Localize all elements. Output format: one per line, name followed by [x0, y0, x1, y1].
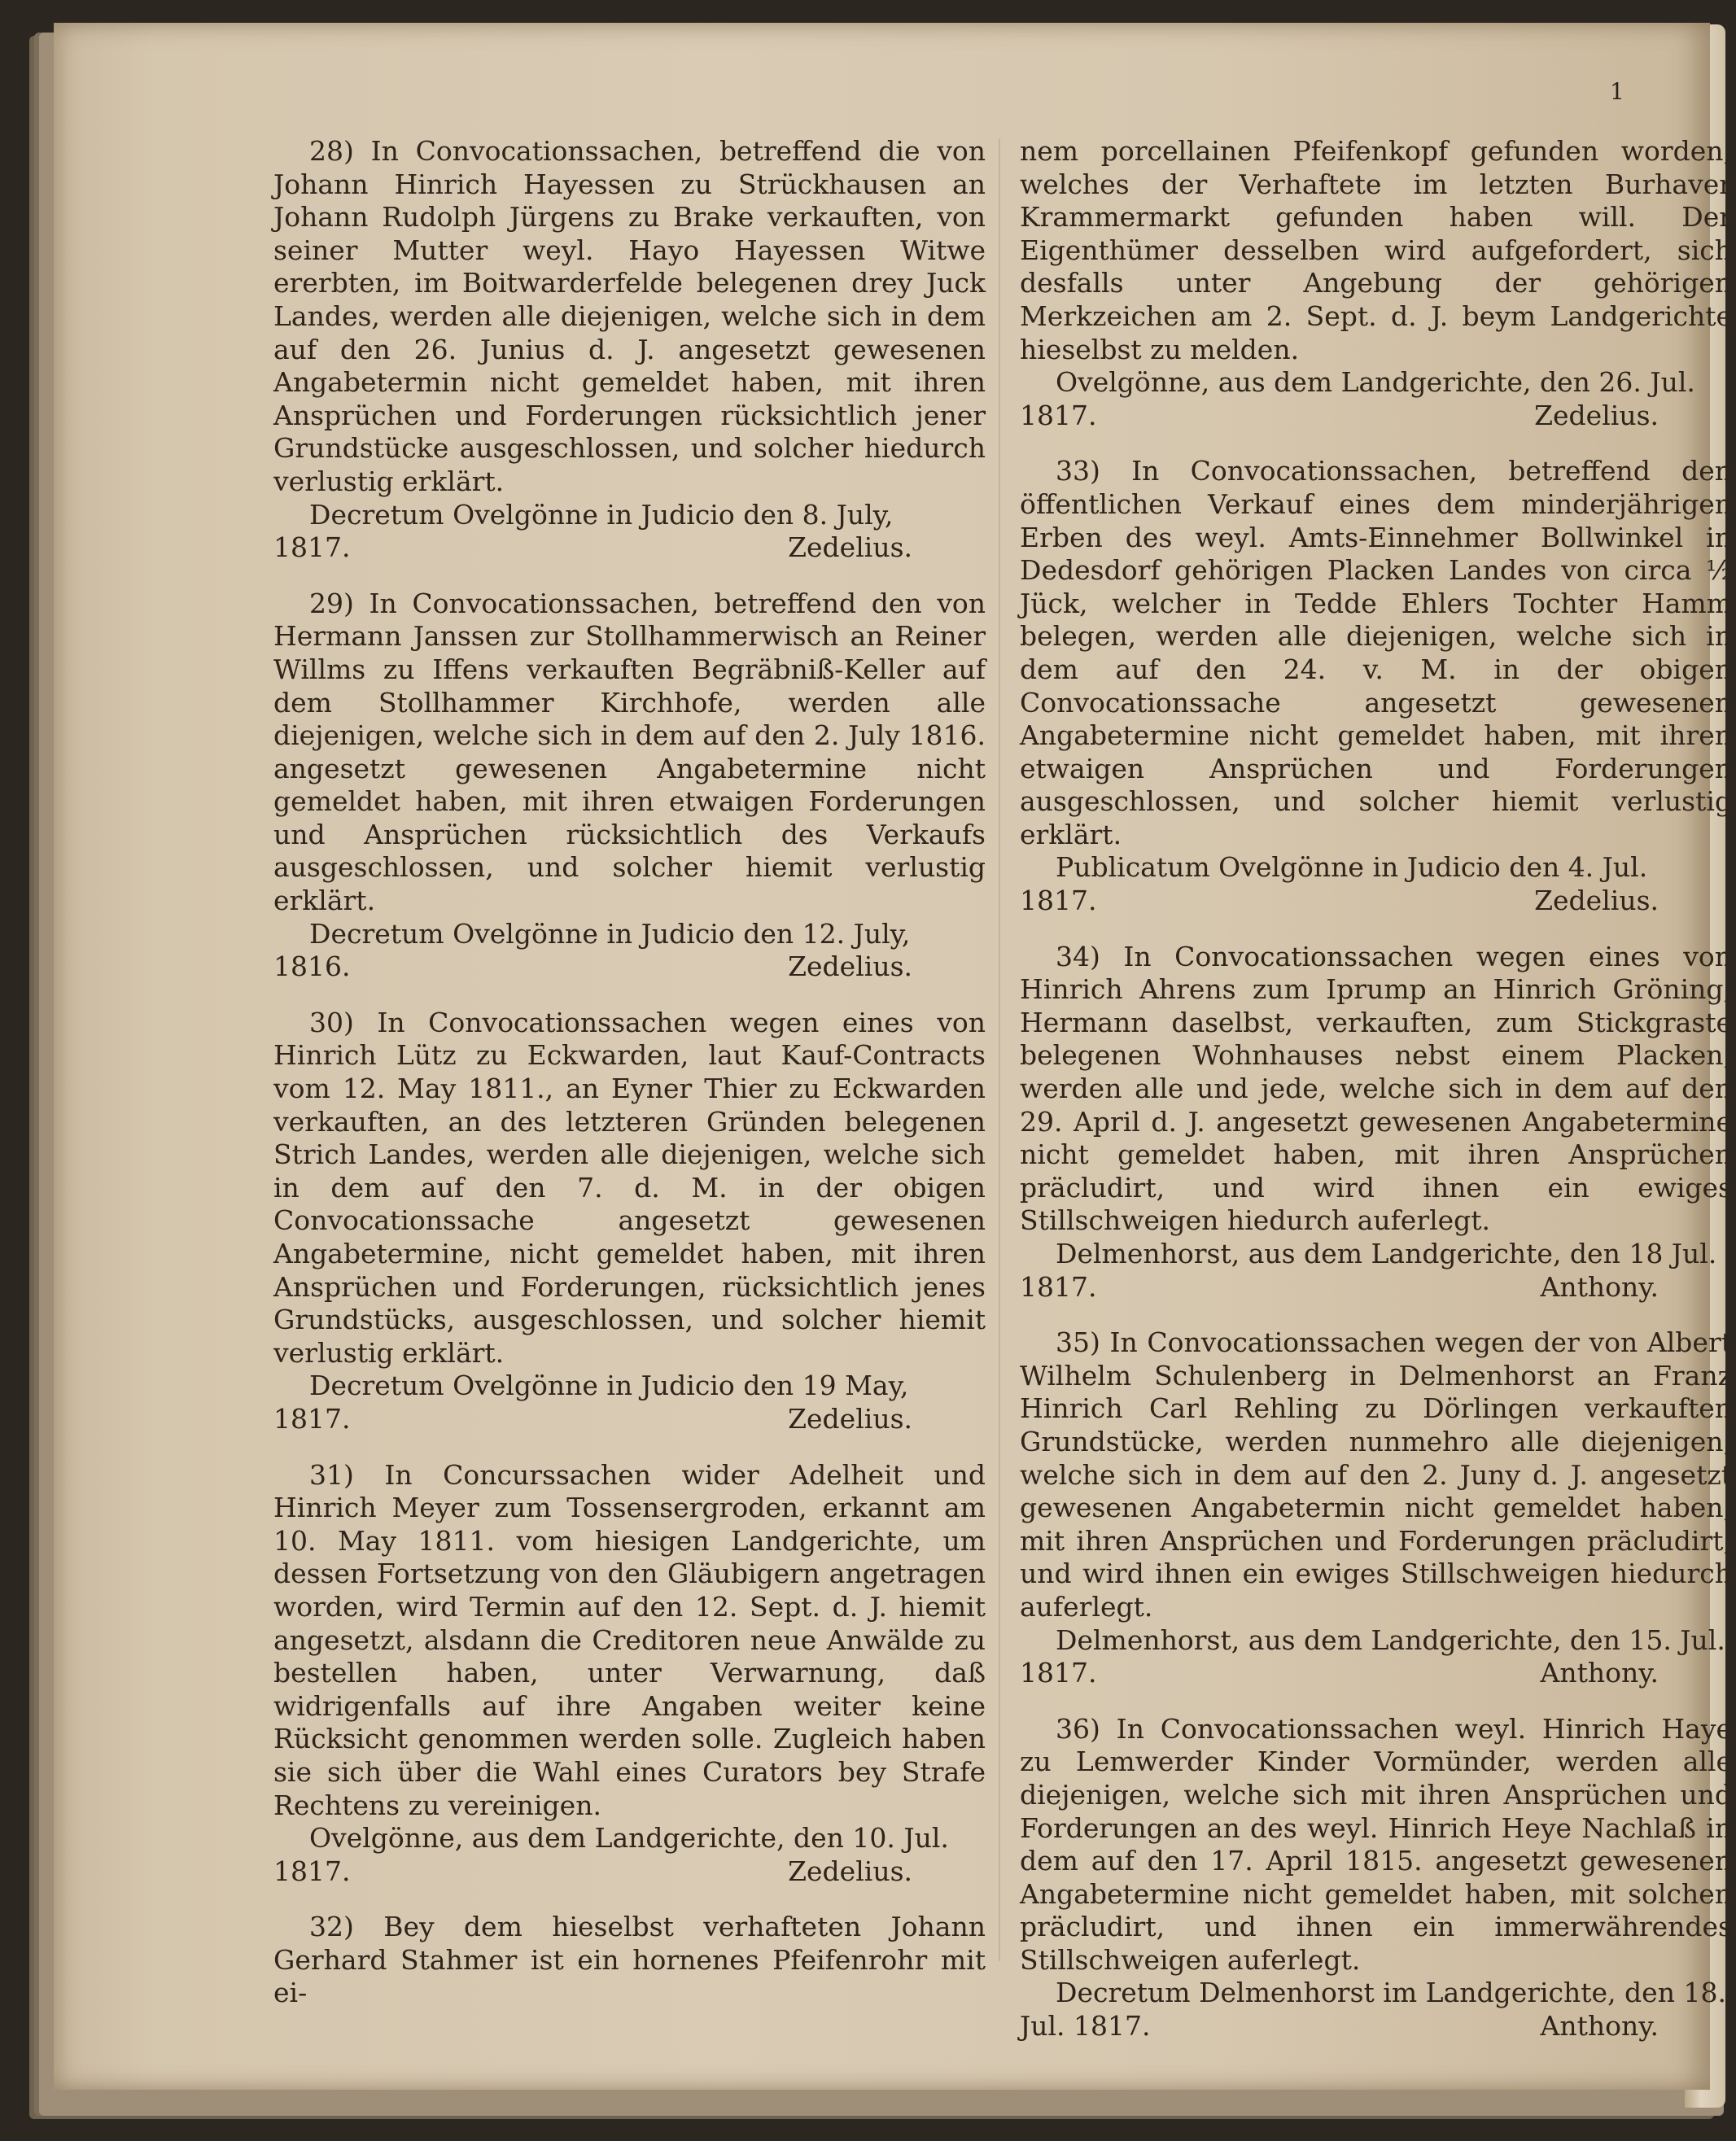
notice-text: nem porcellainen Pfeifenkopf gefunden worden, welches der Verhaftete im letzten Burhaver Krammermarkt gefunden haben will. Der Eigenthümer desselben wird aufgefordert, sich desfalls unter Angebung der gehörigen Merkzeichen am 2. Sept. d. J. beym Landgerichte hieselbst zu melden. — [1020, 135, 1732, 365]
notice-signature: Anthony. — [1540, 1657, 1659, 1689]
notice-entry — [273, 135, 986, 565]
notice-text: 31) In Concurssachen wider Adelheit und Hinrich Meyer zum Tossensergroden, erkannt am 10. May 1811. vom hiesigen Landgerichte, um dessen Fortsetzung von den Gläubigern angetragen worden, wird Termin auf den 12. Sept. d. J. hiemit angesetzt, alsdann die Creditoren neue Anwälde zu bestellen haben, unter Verwarnung, daß widrigenfalls auf ihre Angaben weiter keine Rücksicht genommen werden solle. Zugleich haben sie sich über die Wahl eines Curators bey Strafe Rechtens zu vereinigen. — [273, 1458, 986, 1821]
notice-signature-row — [1020, 885, 1732, 918]
notice-entry — [273, 1007, 986, 1436]
notice-entry — [1020, 941, 1732, 1304]
notice-text: 29) In Convocationssachen, betreffend den von Hermann Janssen zur Stollhammerwisch an Reiner Willms zu Iffens verkauften Begräbniß-Keller auf dem Stollhammer Kirchhofe, werden alle diejenigen, welche sich in dem auf den 2. July 1816. angesetzt gewesenen Angabetermine nicht gemeldet haben, mit ihren etwaigen Forderungen und Ansprüchen rücksichtlich des Verkaufs ausgeschlossen, und solcher hiemit verlustig erklärt. — [273, 587, 986, 917]
notice-signature-row — [273, 1403, 986, 1436]
notice-year: 1817. — [1020, 1657, 1097, 1689]
notice-entry — [273, 588, 986, 984]
notice-signature: Zedelius. — [1534, 885, 1659, 917]
notice-entry — [273, 1911, 986, 2010]
notice-dateline: Publicatum Ovelgönne in Judicio den 4. Jul. — [1056, 851, 1648, 884]
notice-signature: Zedelius. — [788, 950, 912, 983]
notice-entry — [1020, 455, 1732, 917]
notice-signature-row — [1020, 2010, 1732, 2043]
notice-text: 28) In Convocationssachen, betreffend die von Johann Hinrich Hayessen zu Strückhausen an Johann Rudolph Jürgens zu Brake verkauften, von seiner Mutter weyl. Hayo Hayessen Witwe ererbten, im Boitwarderfelde belegenen drey Juck Landes, werden alle diejenigen, welche sich in dem auf den 26. Junius d. J. angesetzt gewesenen Angabetermin nicht gemeldet haben, mit ihren Ansprüchen und Forderungen rücksichtlich jener Grundstücke ausgeschlossen, und solcher hiedurch verlustig erklärt. — [273, 135, 986, 497]
notice-year: 1817. — [1020, 399, 1097, 431]
notice-year: 1817. — [273, 531, 351, 564]
left-column — [273, 135, 986, 2033]
notice-entry — [273, 1459, 986, 1889]
notice-text: 33) In Convocationssachen, betreffend den öffentlichen Verkauf eines dem minderjährigen Erben des weyl. Amts-Einnehmer Bollwinkel in Dedesdorf gehörigen Placken Landes von circa ½ Jück, welcher in Tedde Ehlers Tochter Hamm belegen, werden alle diejenigen, welche sich in dem auf den 24. v. M. in der obigen Convocationssache angesetzt gewesenen Angabetermine nicht gemeldet haben, mit ihren etwaigen Ansprüchen und Forderungen ausgeschlossen, und solcher hiemit verlustig erklärt. — [1020, 455, 1732, 850]
notice-year: 1817. — [1020, 1270, 1097, 1303]
notice-year: 1817. — [273, 1855, 351, 1887]
notice-dateline: Decretum Delmenhorst im Landgerichte, den 18. — [1056, 1977, 1726, 2009]
notice-dateline: Delmenhorst, aus dem Landgerichte, den 15. Jul. — [1056, 1623, 1725, 1656]
notice-dateline: Delmenhorst, aus dem Landgerichte, den 18 Jul. — [1056, 1238, 1717, 1269]
notice-signature: Zedelius. — [788, 531, 912, 564]
notice-dateline: Ovelgönne, aus dem Landgerichte, den 10. Jul. — [309, 1822, 949, 1855]
notice-dateline: Decretum Ovelgönne in Judicio den 8. July, — [309, 498, 894, 531]
notice-dateline: Decretum Ovelgönne in Judicio den 19 May, — [309, 1370, 909, 1402]
notice-dateline: Decretum Ovelgönne in Judicio den 12. July, — [309, 917, 911, 950]
column-divider — [999, 138, 1000, 1961]
notice-signature-row — [273, 1855, 986, 1889]
notice-signature-row — [1020, 400, 1732, 433]
notice-signature: Zedelius. — [788, 1402, 912, 1435]
notice-signature: Anthony. — [1540, 2010, 1659, 2043]
notice-signature: Zedelius. — [1534, 399, 1659, 431]
notice-signature-row — [1020, 1657, 1732, 1690]
notice-text: 36) In Convocationssachen weyl. Hinrich Haye zu Lemwerder Kinder Vormünder, werden alle diejenigen, welche sich mit ihren Ansprüchen und Forderungen an des weyl. Hinrich Heye Nachlaß in dem auf den 17. April 1815. angesetzt gewesenen Angabetermine nicht gemeldet haben, mit solchen präcludirt, und ihnen ein immerwährendes Stillschweigen auferlegt. — [1020, 1712, 1732, 1976]
page-number: 1 — [1610, 78, 1624, 105]
notice-signature: Anthony. — [1540, 1270, 1659, 1303]
notice-text: 32) Bey dem hieselbst verhafteten Johann Gerhard Stahmer ist ein hornenes Pfeifenrohr mit ei- — [273, 1911, 986, 2009]
notice-text: 35) In Convocationssachen wegen der von Albert Wilhelm Schulenberg in Delmenhorst an Franz Hinrich Carl Rehling zu Dörlingen verkauften Grundstücke, werden nunmehro alle diejenigen, welche sich in dem auf den 2. Juny d. J. angesetzt gewesenen Angabetermin nicht gemeldet haben, mit ihren Ansprüchen und Forderungen präcludirt, und wird ihnen ein ewiges Stillschweigen hiedurch auferlegt. — [1020, 1326, 1732, 1623]
notice-year: 1817. — [273, 1402, 351, 1435]
notice-signature-row — [1020, 1271, 1732, 1304]
notice-dateline: Ovelgönne, aus dem Landgerichte, den 26. Jul. — [1056, 366, 1695, 399]
notice-text: 34) In Convocationssachen wegen eines von Hinrich Ahrens zum Iprump an Hinrich Gröning, Hermann daselbst, verkauften, zum Stickgraste belegenen Wohnhauses nebst einem Placken, werden alle und jede, welche sich in dem auf den 29. April d. J. angesetzt gewesenen Angabetermine nicht gemeldet haben, mit ihren Ansprüchen präcludirt, und wird ihnen ein ewiges Stillschweigen hiedurch auferlegt. — [1020, 940, 1732, 1237]
notice-signature-row — [273, 531, 986, 565]
notice-year: 1817. — [1020, 885, 1097, 917]
notice-entry — [1020, 135, 1732, 432]
notice-signature: Zedelius. — [788, 1855, 912, 1887]
notice-year: 1816. — [273, 950, 351, 983]
notice-entry — [1020, 1713, 1732, 2043]
notice-entry — [1020, 1326, 1732, 1690]
notice-text: 30) In Convocationssachen wegen eines von Hinrich Lütz zu Eckwarden, laut Kauf-Contracts vom 12. May 1811., an Eyner Thier zu Eckwarden verkauften, an des letzteren Gründen belegenen Strich Landes, werden alle diejenigen, welche sich in dem auf den 7. d. M. in der obigen Convocationssache angesetzt gewesenen Angabetermine, nicht gemeldet haben, mit ihren Ansprüchen und Forderungen, rücksichtlich jenes Grundstücks, ausgeschlossen, und solcher hiemit verlustig erklärt. — [273, 1006, 986, 1369]
right-column — [1020, 135, 1732, 2066]
notice-signature-row — [273, 950, 986, 984]
notice-year: Jul. 1817. — [1020, 2010, 1151, 2043]
